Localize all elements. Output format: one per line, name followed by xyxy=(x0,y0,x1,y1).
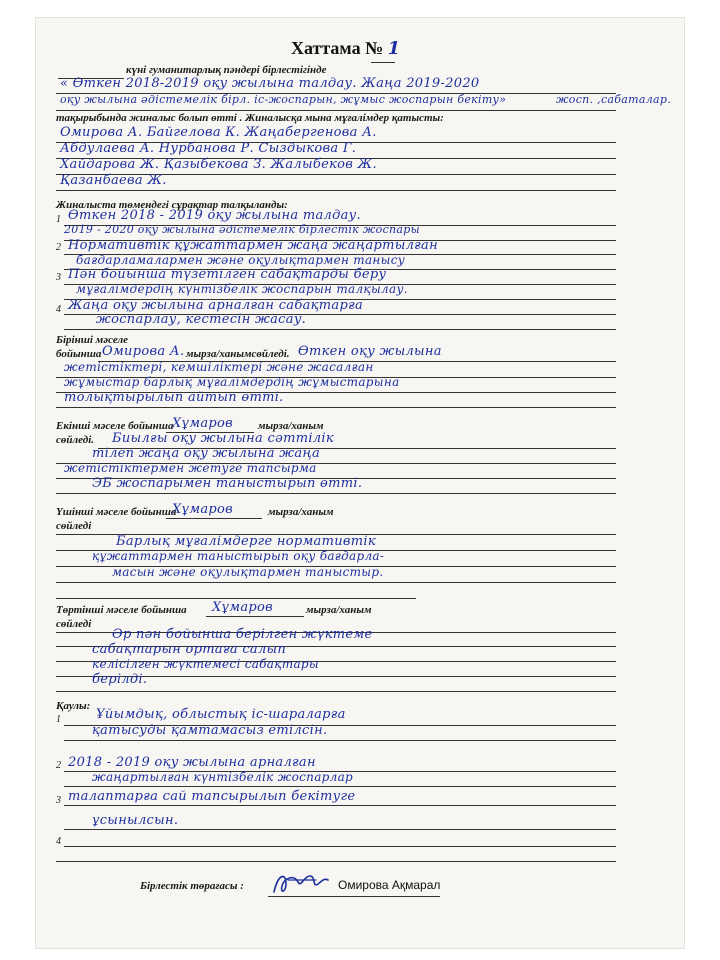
topic-line-2: оқу жылына әдістемелік бірл. іс-жоспарын, жұмыс жоспарын бекіту» xyxy=(60,93,507,106)
decision-item-3-line-1: талаптарға сай тапсырылып бекітуге xyxy=(68,789,356,804)
agenda-item-1: Өткен 2018 - 2019 оқу жылына талдау. xyxy=(68,208,361,223)
issue-1-speech-1: Өткен оқу жылына xyxy=(298,344,442,359)
issue-2-heading: Екінші мәселе бойынша xyxy=(56,420,174,432)
agenda-item-3-line-1: Пән бойынша түзетілген сабақтарды беру xyxy=(68,267,387,282)
attendees-line-1: Омирова А. Байгелова К. Жаңабергенова А. xyxy=(60,125,377,140)
decision-item-2-line-1: 2018 - 2019 оқу жылына арналған xyxy=(68,755,316,770)
agenda-item-2-line-2: бағдарламалармен және оқулықтармен танысу xyxy=(76,253,405,267)
decision-num-3: 3 xyxy=(56,795,61,806)
issue-2-speech-1: Биылғы оқу жылына сәттілік xyxy=(112,431,334,446)
topic-line-1: « Өткен 2018-2019 оқу жылына талдау. Жаңа 2019-2020 xyxy=(60,76,480,91)
signature-label: Бірлестік төрағасы : xyxy=(140,880,244,892)
decision-item-3-line-2: ұсынылсын. xyxy=(92,813,179,828)
issue-2-speech-2: тілеп жаңа оқу жылына жаңа xyxy=(92,446,321,461)
agenda-num-4: 4 xyxy=(56,304,61,315)
agenda-item-3-line-2: мұғалімдердің күнтізбелік жоспарын талқылау. xyxy=(76,282,408,296)
issue-2-speaker: Хұмаров xyxy=(172,416,234,431)
issue-2-suffix: мырза/ханым xyxy=(258,420,324,432)
issue-3-speaker: Хұмаров xyxy=(172,502,234,517)
attendees-line-3: Хайдарова Ж. Қазыбекова З. Жалыбеков Ж. xyxy=(60,157,377,172)
issue-4-speech-4: берілді. xyxy=(92,672,148,687)
protocol-number: 1 xyxy=(387,38,401,59)
issue-1-speech-2: жетістіктері, кемшіліктері және жасалған xyxy=(64,360,374,374)
topic-label: тақырыбында жиналыс болып өтті . Жиналысқа мына мұғалімдер қатысты: xyxy=(56,112,444,124)
issue-2-said: сөйледі. xyxy=(56,434,95,446)
issue-1-by-label: бойынша xyxy=(56,348,102,360)
issue-1-speech-3: жұмыстар барлық мұғалімдердің жұмыстарына xyxy=(64,375,400,389)
decision-num-2: 2 xyxy=(56,760,61,771)
issue-1-suffix: мырза/ханымсөйледі. xyxy=(186,348,290,360)
issue-3-speech-2: құжаттармен таныстырып оқу бағдарла- xyxy=(92,549,385,563)
decision-label: Қаулы: xyxy=(56,700,91,712)
issue-4-speech-3: келісілген жүктемесі сабақтары xyxy=(92,657,319,671)
decision-item-2-line-2: жаңартылған күнтізбелік жоспарлар xyxy=(92,770,354,784)
issue-3-speech-3: масын және оқулықтармен таныстыр. xyxy=(112,565,384,579)
issue-2-speech-4: ЭБ жоспарымен таныстырып өтті. xyxy=(92,476,363,491)
issue-2-speech-3: жетістіктермен жетуге тапсырма xyxy=(64,461,317,475)
issue-4-suffix: мырза/ханым xyxy=(306,604,372,616)
topic-line-3: жосп. ,сабаталар. xyxy=(556,93,672,106)
agenda-item-1b: 2019 - 2020 оқу жылына әдістемелік бірлестік жоспары xyxy=(64,223,420,236)
issue-3-heading: Үшінші мәселе бойынша xyxy=(56,506,177,518)
issue-3-suffix: мырза/ханым xyxy=(268,506,334,518)
document-page xyxy=(36,18,684,948)
attendees-line-2: Абдулаева А. Нурбанова Р. Сыздыкова Г. xyxy=(60,141,357,156)
issue-1-speaker: Омирова А. xyxy=(102,344,185,359)
handwritten-signature xyxy=(268,866,332,900)
agenda-label: Жиналыста төмендегі сұрақтар талқыланды: xyxy=(56,199,288,211)
agenda-item-2-line-1: Нормативтік құжаттармен жаңа жаңартылған xyxy=(68,238,438,253)
decision-num-4: 4 xyxy=(56,836,61,847)
attendees-line-4: Қазанбаева Ж. xyxy=(60,173,167,188)
title-text: Хаттама № xyxy=(291,38,384,58)
issue-4-speech-1: Әр пән бойынша берілген жүктеме xyxy=(112,627,373,642)
decision-item-1-line-1: Ұйымдық, облыстық іс-шараларға xyxy=(96,707,346,722)
issue-4-speaker: Хұмаров xyxy=(212,600,274,615)
decision-num-1: 1 xyxy=(56,714,61,725)
issue-4-heading: Төртінші мәселе бойынша xyxy=(56,604,187,616)
issue-4-said: сөйледі xyxy=(56,618,92,630)
issue-1-speech-4: толықтырылып айтып өтті. xyxy=(64,390,284,405)
agenda-item-4-line-2: жоспарлау, кестесін жасау. xyxy=(96,312,307,327)
signatory-name: Омирова Ақмарал xyxy=(338,878,441,892)
issue-3-said: сөйледі xyxy=(56,520,92,532)
decision-item-1-line-2: қатысуды қамтамасыз етілсін. xyxy=(92,723,328,738)
issue-1-heading: Бірінші мәселе xyxy=(56,334,128,346)
subtitle-line: күні гуманитарлық пәндері бірлестігінде xyxy=(126,64,327,76)
protocol-title xyxy=(291,38,401,59)
agenda-item-4-line-1: Жаңа оқу жылына арналған сабақтарға xyxy=(68,298,364,313)
issue-3-speech-1: Барлық мұғалімдерге нормативтік xyxy=(116,534,376,549)
agenda-num-2: 2 xyxy=(56,242,61,253)
agenda-num-3: 3 xyxy=(56,272,61,283)
agenda-num-1: 1 xyxy=(56,214,61,225)
issue-4-speech-2: сабақтарын ортаға салып xyxy=(92,642,287,657)
